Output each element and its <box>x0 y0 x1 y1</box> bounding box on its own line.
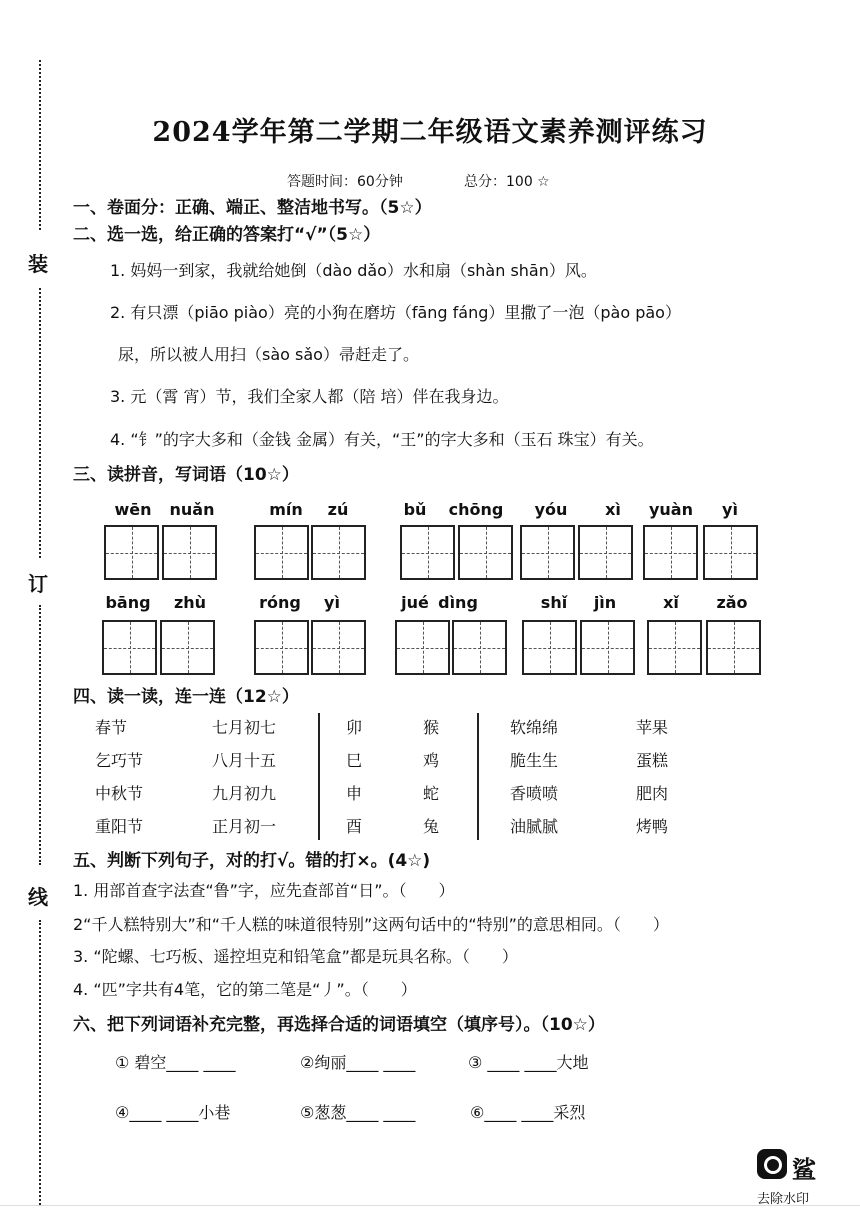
pinyin: nuǎn <box>169 500 215 519</box>
pinyin: bǔ <box>403 500 427 519</box>
match-food[interactable]: 苹果 <box>636 718 669 737</box>
match-texture[interactable]: 脆生生 <box>510 751 559 770</box>
pinyin: zǎo <box>716 593 748 612</box>
page-title: 2024学年第二学期二年级语文素养测评练习 <box>152 117 708 148</box>
pinyin: zú <box>327 500 349 519</box>
writing-grid[interactable] <box>254 525 309 580</box>
q2-item-1: 1. 妈妈一到家，我就给她倒（dào dǎo）水和扇（shàn shān）风。 <box>110 261 597 280</box>
section-4-heading: 四、读一读，连一连（12☆） <box>73 687 299 707</box>
binding-char-1: 装 <box>28 252 48 276</box>
watermark-glyph: 鲨 <box>792 1156 816 1184</box>
match-animal[interactable]: 鸡 <box>423 751 440 770</box>
writing-grid[interactable] <box>703 525 758 580</box>
writing-grid[interactable] <box>452 620 507 675</box>
pinyin: yì <box>324 593 340 612</box>
match-date[interactable]: 正月初一 <box>212 817 277 836</box>
q2-item-4: 4. “钅”的字大多和（金钱 金属）有关，“王”的字大多和（玉石 珠宝）有关。 <box>110 430 654 449</box>
pinyin: shǐ <box>540 593 568 612</box>
column-divider <box>477 713 479 840</box>
pinyin: yuàn <box>648 500 693 519</box>
q6-item-4[interactable]: ④____ ____小巷 <box>115 1103 231 1122</box>
writing-grid[interactable] <box>254 620 309 675</box>
pinyin: dìng <box>438 593 478 612</box>
pinyin: xǐ <box>663 593 679 612</box>
writing-grid[interactable] <box>162 525 217 580</box>
writing-grid[interactable] <box>580 620 635 675</box>
q6-item-2[interactable]: ②绚丽____ ____ <box>300 1053 416 1072</box>
pinyin: chōng <box>448 500 504 519</box>
q5-item-4: 4. “匹”字共有4笔，它的第二笔是“丿”。（ ） <box>73 980 417 999</box>
pinyin: róng <box>259 593 301 612</box>
match-festival[interactable]: 乞巧节 <box>95 751 144 770</box>
binding-char-2: 订 <box>28 572 48 596</box>
binding-dotted-line <box>39 288 41 558</box>
q6-item-1[interactable]: ① 碧空____ ____ <box>115 1053 236 1072</box>
pinyin: wēn <box>114 500 152 519</box>
q2-item-2: 2. 有只漂（piāo piào）亮的小狗在磨坊（fāng fáng）里撒了一泡（pào pāo） <box>110 303 681 322</box>
writing-grid[interactable] <box>520 525 575 580</box>
match-texture[interactable]: 油腻腻 <box>510 817 559 836</box>
remove-watermark-button[interactable]: 去除水印 <box>757 1192 810 1207</box>
bottom-divider <box>0 1205 860 1206</box>
match-branch[interactable]: 巳 <box>346 751 363 770</box>
match-branch[interactable]: 卯 <box>346 718 363 737</box>
match-festival[interactable]: 春节 <box>95 718 128 737</box>
match-food[interactable]: 肥肉 <box>636 784 669 803</box>
match-date[interactable]: 八月十五 <box>212 751 277 770</box>
match-animal[interactable]: 猴 <box>423 718 440 737</box>
total-score: 总分：100 ☆ <box>464 174 550 190</box>
section-3-heading: 三、读拼音，写词语（10☆） <box>73 465 299 485</box>
pinyin: yì <box>722 500 738 519</box>
match-animal[interactable]: 兔 <box>423 817 440 836</box>
match-branch[interactable]: 申 <box>346 784 363 803</box>
match-festival[interactable]: 重阳节 <box>95 817 144 836</box>
section-5-heading: 五、判断下列句子，对的打√。错的打×。(4☆) <box>73 851 431 871</box>
writing-grid[interactable] <box>311 525 366 580</box>
q5-item-1: 1. 用部首查字法查“鲁”字，应先查部首“日”。（ ） <box>73 881 455 900</box>
binding-dotted-line <box>39 920 41 1205</box>
writing-grid[interactable] <box>160 620 215 675</box>
q2-item-2-cont: 尿，所以被人用扫（sào sǎo）帚赶走了。 <box>118 345 419 364</box>
writing-grid[interactable] <box>400 525 455 580</box>
match-animal[interactable]: 蛇 <box>423 784 440 803</box>
match-food[interactable]: 烤鸭 <box>636 817 669 836</box>
pinyin: jìn <box>593 593 617 612</box>
pinyin: yóu <box>534 500 568 519</box>
pinyin: zhù <box>173 593 207 612</box>
section-6-heading: 六、把下列词语补充完整，再选择合适的词语填空（填序号）。（10☆） <box>73 1015 605 1035</box>
section-1-heading: 一、卷面分：正确、端正、整洁地书写。（5☆） <box>73 198 432 218</box>
match-festival[interactable]: 中秋节 <box>95 784 144 803</box>
column-divider <box>318 713 320 840</box>
writing-grid[interactable] <box>522 620 577 675</box>
pinyin: bāng <box>105 593 151 612</box>
writing-grid[interactable] <box>395 620 450 675</box>
match-date[interactable]: 九月初九 <box>212 784 277 803</box>
pinyin: mín <box>269 500 303 519</box>
exam-time: 答题时间：60分钟 <box>287 174 403 190</box>
q2-item-3: 3. 元（霄 宵）节，我们全家人都（陪 培）伴在我身边。 <box>110 387 509 406</box>
writing-grid[interactable] <box>458 525 513 580</box>
match-date[interactable]: 七月初七 <box>212 718 277 737</box>
pinyin: jué <box>401 593 429 612</box>
q6-item-6[interactable]: ⑥____ ____采烈 <box>470 1103 586 1122</box>
writing-grid[interactable] <box>647 620 702 675</box>
writing-grid[interactable] <box>578 525 633 580</box>
q5-item-3: 3. “陀螺、七巧板、遥控坦克和铅笔盒”都是玩具名称。（ ） <box>73 947 518 966</box>
writing-grid[interactable] <box>643 525 698 580</box>
match-food[interactable]: 蛋糕 <box>636 751 669 770</box>
match-branch[interactable]: 酉 <box>346 817 363 836</box>
match-texture[interactable]: 软绵绵 <box>510 718 559 737</box>
writing-grid[interactable] <box>311 620 366 675</box>
writing-grid[interactable] <box>104 525 159 580</box>
writing-grid[interactable] <box>102 620 157 675</box>
watermark-logo-icon[interactable] <box>757 1149 787 1179</box>
section-2-heading: 二、选一选，给正确的答案打“√”（5☆） <box>73 225 381 245</box>
pinyin: xì <box>605 500 621 519</box>
binding-dotted-line <box>39 605 41 865</box>
match-texture[interactable]: 香喷喷 <box>510 784 559 803</box>
writing-grid[interactable] <box>706 620 761 675</box>
q5-item-2: 2“千人糕特别大”和“千人糕的味道很特别”这两句话中的“特别”的意思相同。（ ） <box>73 915 669 934</box>
q6-item-5[interactable]: ⑤葱葱____ ____ <box>300 1103 416 1122</box>
binding-char-3: 线 <box>28 885 48 909</box>
q6-item-3[interactable]: ③ ____ ____大地 <box>468 1053 589 1072</box>
